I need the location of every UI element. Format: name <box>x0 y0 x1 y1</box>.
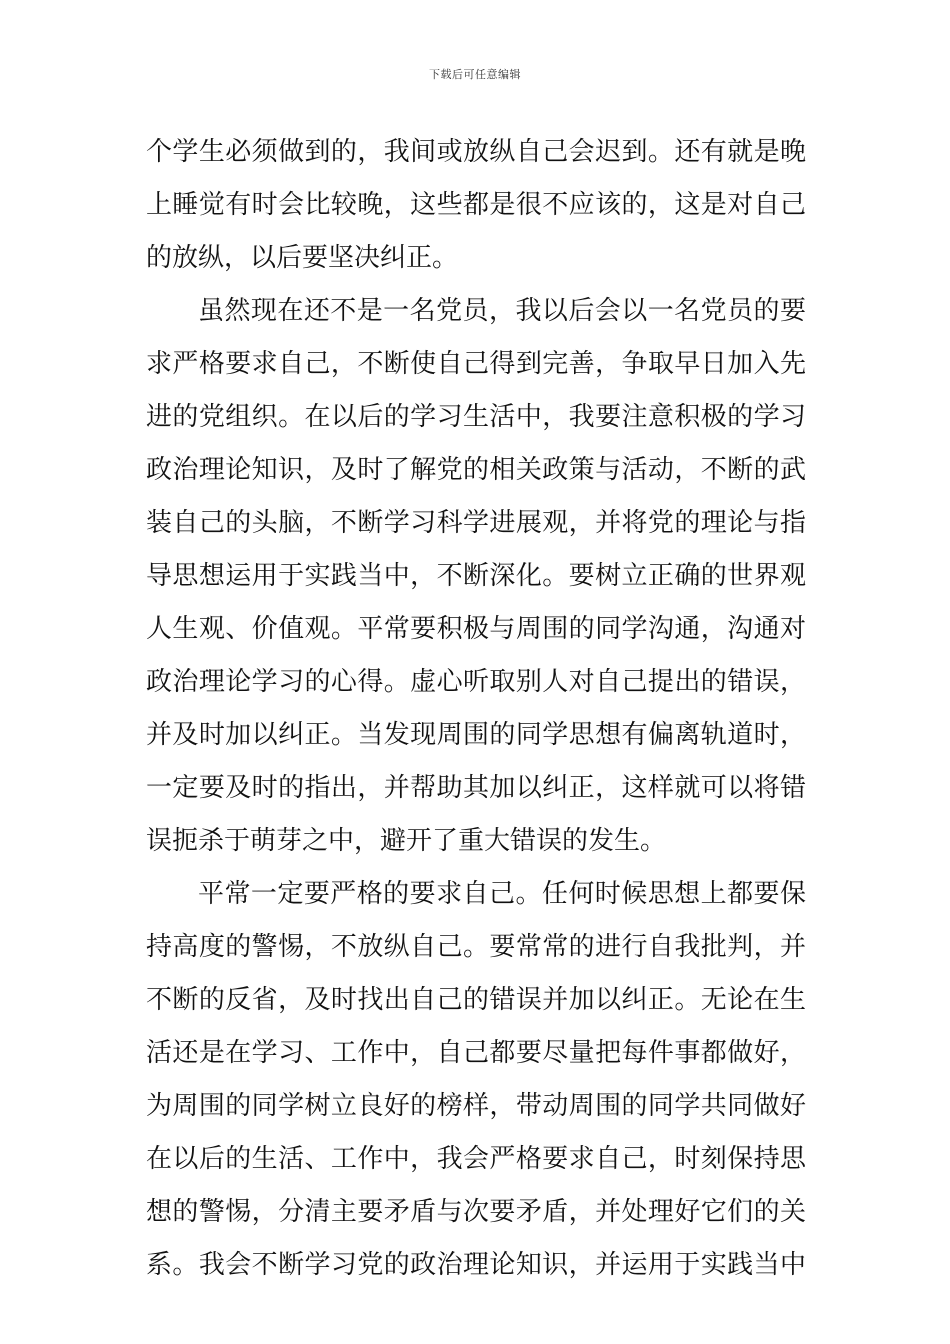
text-line: 进的党组织。在以后的学习生活中，我要注意积极的学习 <box>146 402 806 432</box>
text-line: 并及时加以纠正。当发现周围的同学思想有偏离轨道时， <box>146 720 806 750</box>
text-line: 为周围的同学树立良好的榜样，带动周围的同学共同做好 <box>146 1091 806 1121</box>
text-line: 导思想运用于实践当中，不断深化。要树立正确的世界观 <box>146 561 806 591</box>
text-line: 在以后的生活、工作中，我会严格要求自己，时刻保持思 <box>146 1144 806 1174</box>
text-line: 个学生必须做到的，我间或放纵自己会迟到。还有就是晚 <box>146 137 806 167</box>
text-line: 不断的反省，及时找出自己的错误并加以纠正。无论在生 <box>146 985 806 1015</box>
document-body <box>146 126 806 1292</box>
text-line: 一定要及时的指出，并帮助其加以纠正，这样就可以将错 <box>146 773 806 803</box>
text-line: 人生观、价值观。平常要积极与周围的同学沟通，沟通对 <box>146 614 806 644</box>
text-line: 政治理论知识，及时了解党的相关政策与活动，不断的武 <box>146 455 806 485</box>
text-line: 装自己的头脑，不断学习科学进展观，并将党的理论与指 <box>146 508 806 538</box>
text-line: 上睡觉有时会比较晚，这些都是很不应该的，这是对自己 <box>146 190 806 220</box>
paragraph-start-line: 虽然现在还不是一名党员，我以后会以一名党员的要 <box>198 296 806 326</box>
text-line: 误扼杀于萌芽之中，避开了重大错误的发生。 <box>146 826 667 856</box>
text-line: 的放纵，以后要坚决纠正。 <box>146 243 459 273</box>
page-header-note: 下载后可任意编辑 <box>429 68 521 81</box>
text-line: 活还是在学习、工作中，自己都要尽量把每件事都做好， <box>146 1038 806 1068</box>
text-line: 想的警惕，分清主要矛盾与次要矛盾，并处理好它们的关 <box>146 1197 806 1227</box>
text-line: 系。我会不断学习党的政治理论知识，并运用于实践当中 <box>146 1250 806 1280</box>
paragraph-start-line: 平常一定要严格的要求自己。任何时候思想上都要保 <box>198 879 806 909</box>
text-line: 持高度的警惕，不放纵自己。要常常的进行自我批判，并 <box>146 932 806 962</box>
text-line: 政治理论学习的心得。虚心听取别人对自己提出的错误， <box>146 667 806 697</box>
text-line: 求严格要求自己，不断使自己得到完善，争取早日加入先 <box>146 349 806 379</box>
